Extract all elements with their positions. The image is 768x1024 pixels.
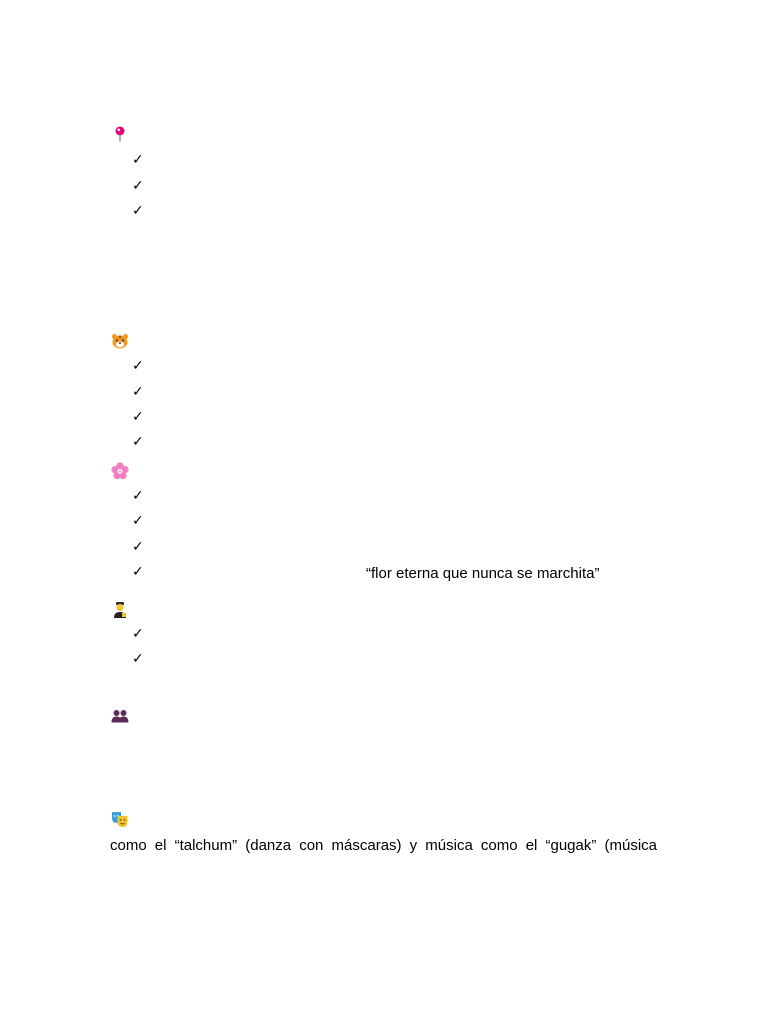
tiger-face-icon	[110, 331, 130, 351]
checkmark-icon: ✓	[132, 152, 144, 168]
checkmark-icon: ✓	[132, 384, 144, 400]
paragraph-text: como el “talchum” (danza con máscaras) y música como el “gugak” (música	[110, 837, 657, 854]
list-item-text: “flor eterna que nunca se marchita”	[366, 565, 600, 582]
checkmark-icon: ✓	[132, 203, 144, 219]
performing-arts-masks-icon	[110, 809, 130, 829]
pushpin-icon	[110, 124, 130, 144]
checkmark-icon: ✓	[132, 488, 144, 504]
checkmark-icon: ✓	[132, 409, 144, 425]
checkmark-icon: ✓	[132, 651, 144, 667]
checkmark-icon: ✓	[132, 513, 144, 529]
checkmark-icon: ✓	[132, 539, 144, 555]
checkmark-icon: ✓	[132, 358, 144, 374]
cherry-blossom-icon	[110, 461, 130, 481]
checkmark-icon: ✓	[132, 626, 144, 642]
two-people-silhouette-icon	[110, 706, 130, 726]
person-with-hat-icon	[110, 600, 130, 620]
checkmark-icon: ✓	[132, 434, 144, 450]
checkmark-icon: ✓	[132, 564, 144, 580]
checkmark-icon: ✓	[132, 178, 144, 194]
